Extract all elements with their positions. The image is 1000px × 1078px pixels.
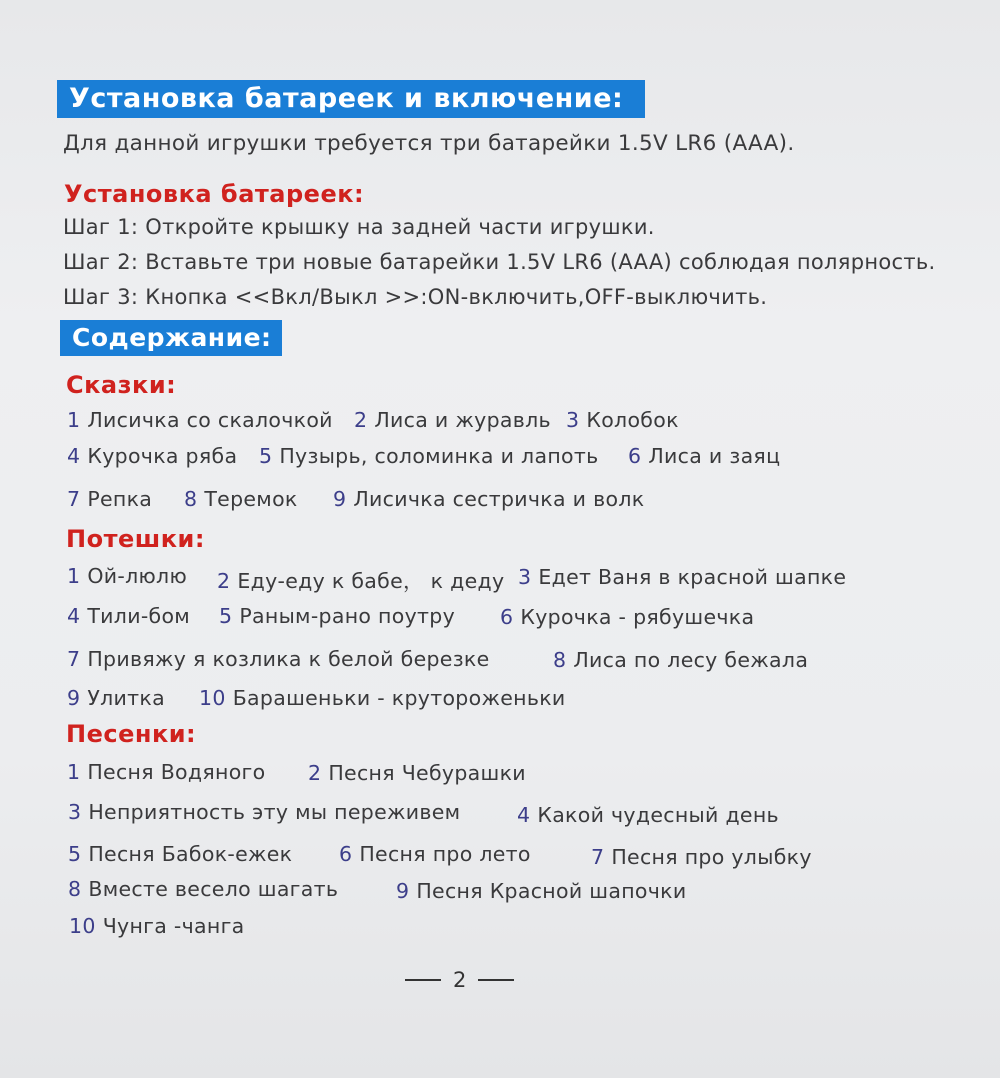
list-item: 7 Привяжу я козлика к белой березке xyxy=(67,647,490,671)
list-item: 7 Песня про улыбку xyxy=(591,845,812,869)
songs-title: Песенки: xyxy=(66,720,197,748)
list-item: 9 Лисичка сестричка и волк xyxy=(333,487,645,511)
list-item: 8 Теремок xyxy=(184,487,298,511)
list-item: 3 Едет Ваня в красной шапке xyxy=(518,565,847,589)
page-number xyxy=(405,968,514,992)
battery-section-title: Установка батареек и включение: xyxy=(57,80,645,118)
list-item: 6 Курочка - рябушечка xyxy=(500,605,755,629)
battery-step-2: Шаг 2: Вставьте три новые батарейки 1.5V LR6 (AAA) соблюдая полярность. xyxy=(63,250,936,274)
list-item: 9 Песня Красной шапочки xyxy=(396,879,687,903)
list-item: 6 Песня про лето xyxy=(339,842,531,866)
list-item: 1 Песня Водяного xyxy=(67,760,266,784)
dash-right xyxy=(478,979,514,981)
battery-step-3: Шаг 3: Кнопка <<Вкл/Выкл >>:ON-включить,OFF-выключить. xyxy=(63,285,768,309)
list-item: 8 Лиса по лесу бежала xyxy=(553,648,809,672)
list-item: 5 Раным-рано поутру xyxy=(219,604,456,628)
list-item: 5 Песня Бабок-ежек xyxy=(68,842,293,866)
list-item: 4 Курочка ряба xyxy=(67,444,238,468)
battery-intro: Для данной игрушки требуется три батарейки 1.5V LR6 (AAA). xyxy=(63,131,795,156)
list-item: 5 Пузырь, соломинка и лапоть xyxy=(259,444,599,468)
list-item: 10 Барашеньки - крутороженьки xyxy=(199,686,566,710)
list-item: 2 Еду-еду к бабе， к деду xyxy=(217,569,505,593)
list-item: 9 Улитка xyxy=(67,686,165,710)
list-item: 2 Лиса и журавль xyxy=(354,408,551,432)
list-item: 7 Репка xyxy=(67,487,153,511)
contents-section-title: Содержание: xyxy=(60,320,282,356)
fairy-tales-title: Сказки: xyxy=(66,371,177,399)
battery-subtitle: Установка батареек: xyxy=(64,180,365,208)
list-item: 6 Лиса и заяц xyxy=(628,444,781,468)
list-item: 3 Колобок xyxy=(566,408,679,432)
list-item: 8 Вместе весело шагать xyxy=(68,877,339,901)
list-item: 3 Неприятность эту мы переживем xyxy=(68,800,461,824)
list-item: 4 Какой чудесный день xyxy=(517,803,779,827)
list-item: 10 Чунга -чанга xyxy=(69,914,245,938)
list-item: 4 Тили-бом xyxy=(67,604,191,628)
list-item: 1 Ой-люлю xyxy=(67,564,188,588)
page-number-text: 2 xyxy=(453,968,467,992)
list-item: 2 Песня Чебурашки xyxy=(308,761,526,785)
nursery-rhymes-title: Потешки: xyxy=(66,525,205,553)
list-item: 1 Лисичка со скалочкой xyxy=(67,408,333,432)
dash-left xyxy=(405,979,441,981)
battery-step-1: Шаг 1: Откройте крышку на задней части игрушки. xyxy=(63,215,655,239)
